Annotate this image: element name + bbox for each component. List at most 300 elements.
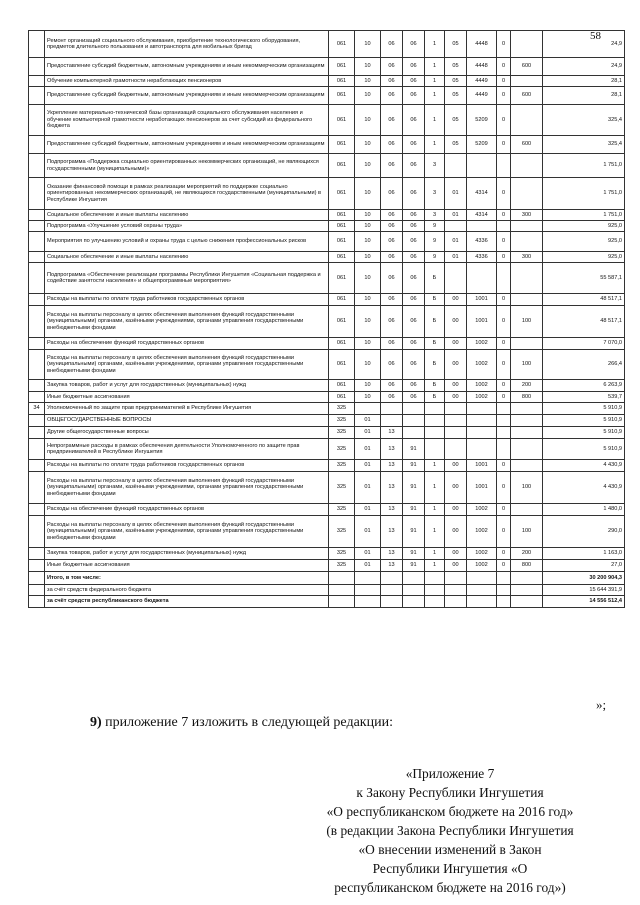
- subsection-code-cell: 06: [381, 210, 403, 221]
- sub-direction-code-cell: 0: [497, 76, 511, 87]
- expense-type-code-cell: [511, 504, 543, 516]
- table-row: [29, 294, 625, 306]
- program-code-cell: [403, 596, 425, 608]
- program-code-cell: 06: [403, 178, 425, 210]
- item-name-cell: за счёт средств республиканского бюджета: [45, 596, 329, 608]
- row-number-cell: 34: [29, 403, 45, 415]
- section-code-cell: 10: [355, 252, 381, 263]
- subsection-code-cell: 06: [381, 350, 403, 380]
- row-number-cell: [29, 472, 45, 504]
- table-row: [29, 105, 625, 136]
- program-code-cell: 06: [403, 136, 425, 154]
- amount-cell: 4 430,9: [543, 460, 625, 472]
- subsection-code-cell: 06: [381, 31, 403, 58]
- table-row: [29, 596, 625, 608]
- sub-direction-code-cell: 0: [497, 105, 511, 136]
- row-number-cell: [29, 105, 45, 136]
- amount-cell: 7 070,0: [543, 338, 625, 350]
- ministry-code-cell: 061: [329, 31, 355, 58]
- measure-code-cell: 05: [445, 31, 467, 58]
- program-code-cell: 06: [403, 31, 425, 58]
- section-code-cell: 10: [355, 350, 381, 380]
- expense-type-code-cell: 800: [511, 560, 543, 572]
- subsection-code-cell: [381, 403, 403, 415]
- program-code-cell: 91: [403, 504, 425, 516]
- sub-direction-code-cell: 0: [497, 338, 511, 350]
- subsection-code-cell: 06: [381, 263, 403, 294]
- section-code-cell: 10: [355, 306, 381, 338]
- expense-type-code-cell: [511, 232, 543, 252]
- row-number-cell: [29, 427, 45, 439]
- ministry-code-cell: 061: [329, 58, 355, 76]
- expense-type-code-cell: [511, 460, 543, 472]
- measure-code-cell: 01: [445, 252, 467, 263]
- table-row: [29, 210, 625, 221]
- direction-code-cell: 1002: [467, 380, 497, 392]
- measure-code-cell: 00: [445, 338, 467, 350]
- amount-cell: 5 910,9: [543, 427, 625, 439]
- direction-code-cell: 4314: [467, 210, 497, 221]
- sub-direction-code-cell: 0: [497, 232, 511, 252]
- ministry-code-cell: 061: [329, 263, 355, 294]
- section-code-cell: 01: [355, 548, 381, 560]
- ministry-code-cell: 061: [329, 210, 355, 221]
- program-code-cell: 06: [403, 105, 425, 136]
- section-code-cell: [355, 403, 381, 415]
- table-row: [29, 350, 625, 380]
- program-code-cell: 06: [403, 306, 425, 338]
- amendment-instruction: [90, 715, 393, 731]
- ministry-code-cell: 325: [329, 472, 355, 504]
- table-row: [29, 31, 625, 58]
- item-name-cell: Подпрограмма «Поддержка социально ориентированных некоммерческих организаций, не являющихся государственными (муниципальными)»: [45, 154, 329, 178]
- section-code-cell: 01: [355, 427, 381, 439]
- subprogram-code-cell: [425, 585, 445, 596]
- expense-type-code-cell: 600: [511, 87, 543, 105]
- amount-cell: 1 163,0: [543, 548, 625, 560]
- measure-code-cell: 01: [445, 178, 467, 210]
- program-code-cell: [403, 427, 425, 439]
- amount-cell: 1 751,0: [543, 154, 625, 178]
- direction-code-cell: [467, 154, 497, 178]
- amount-cell: 5 910,9: [543, 415, 625, 427]
- table-row: [29, 58, 625, 76]
- section-code-cell: 01: [355, 560, 381, 572]
- section-code-cell: 10: [355, 76, 381, 87]
- amount-cell: 24,9: [543, 31, 625, 58]
- amount-cell: 6 263,9: [543, 380, 625, 392]
- table-row: [29, 380, 625, 392]
- direction-code-cell: [467, 415, 497, 427]
- amount-cell: 28,1: [543, 87, 625, 105]
- measure-code-cell: [445, 596, 467, 608]
- appendix-line: к Закону Республики Ингушетия: [356, 785, 544, 800]
- subprogram-code-cell: 9: [425, 221, 445, 232]
- subsection-code-cell: [381, 596, 403, 608]
- subsection-code-cell: 06: [381, 136, 403, 154]
- program-code-cell: [403, 572, 425, 585]
- sub-direction-code-cell: 0: [497, 252, 511, 263]
- sub-direction-code-cell: 0: [497, 472, 511, 504]
- measure-code-cell: 01: [445, 232, 467, 252]
- item-name-cell: Социальное обеспечение и иные выплаты населению: [45, 252, 329, 263]
- direction-code-cell: [467, 403, 497, 415]
- ministry-code-cell: 325: [329, 415, 355, 427]
- subsection-code-cell: [381, 415, 403, 427]
- row-number-cell: [29, 596, 45, 608]
- program-code-cell: 06: [403, 380, 425, 392]
- ministry-code-cell: 061: [329, 252, 355, 263]
- ministry-code-cell: 325: [329, 403, 355, 415]
- sub-direction-code-cell: [497, 439, 511, 460]
- sub-direction-code-cell: 0: [497, 516, 511, 548]
- program-code-cell: 91: [403, 560, 425, 572]
- row-number-cell: [29, 439, 45, 460]
- expense-type-code-cell: [511, 403, 543, 415]
- program-code-cell: 06: [403, 338, 425, 350]
- subsection-code-cell: 13: [381, 460, 403, 472]
- direction-code-cell: 4314: [467, 178, 497, 210]
- program-code-cell: 06: [403, 252, 425, 263]
- subprogram-code-cell: [425, 439, 445, 460]
- item-name-cell: Мероприятия по улучшению условий и охраны труда с целью снижения профессиональных рисков: [45, 232, 329, 252]
- subsection-code-cell: 06: [381, 76, 403, 87]
- section-code-cell: 10: [355, 263, 381, 294]
- item-name-cell: Другие общегосударственные вопросы: [45, 427, 329, 439]
- budget-table: [28, 30, 625, 608]
- subsection-code-cell: 13: [381, 472, 403, 504]
- subprogram-code-cell: 1: [425, 548, 445, 560]
- table-row: [29, 585, 625, 596]
- item-name-cell: Расходы на обеспечение функций государственных органов: [45, 338, 329, 350]
- instruction-text: приложение 7 изложить в следующей редакции:: [101, 715, 393, 730]
- subsection-code-cell: 06: [381, 380, 403, 392]
- sub-direction-code-cell: 0: [497, 178, 511, 210]
- item-name-cell: Предоставление субсидий бюджетным, автономным учреждениям и иным некоммерческим организациям: [45, 136, 329, 154]
- ministry-code-cell: [329, 572, 355, 585]
- expense-type-code-cell: [511, 221, 543, 232]
- subprogram-code-cell: Б: [425, 392, 445, 403]
- direction-code-cell: 5209: [467, 136, 497, 154]
- expense-type-code-cell: 100: [511, 516, 543, 548]
- expense-type-code-cell: [511, 31, 543, 58]
- section-code-cell: 01: [355, 504, 381, 516]
- subsection-code-cell: 13: [381, 560, 403, 572]
- measure-code-cell: 00: [445, 392, 467, 403]
- measure-code-cell: 00: [445, 460, 467, 472]
- subsection-code-cell: 13: [381, 516, 403, 548]
- ministry-code-cell: 061: [329, 392, 355, 403]
- subprogram-code-cell: 9: [425, 252, 445, 263]
- section-code-cell: 10: [355, 154, 381, 178]
- row-number-cell: [29, 76, 45, 87]
- table-row: [29, 427, 625, 439]
- measure-code-cell: 05: [445, 76, 467, 87]
- subprogram-code-cell: 3: [425, 178, 445, 210]
- program-code-cell: 06: [403, 58, 425, 76]
- section-code-cell: [355, 596, 381, 608]
- item-name-cell: Подпрограмма «Обеспечение реализации программы Республики Ингушетия «Социальная поддержка и содействие занятости населения» и общепрограммные мероприятия»: [45, 263, 329, 294]
- amount-cell: 290,0: [543, 516, 625, 548]
- item-name-cell: за счёт средств федерального бюджета: [45, 585, 329, 596]
- item-name-cell: Расходы на выплаты персоналу в целях обеспечения выполнения функций государственными (муниципальными) органами, казёнными учреждениями, органами управления государственными внебюджетными фондами: [45, 472, 329, 504]
- measure-code-cell: [445, 572, 467, 585]
- direction-code-cell: 1001: [467, 460, 497, 472]
- program-code-cell: 06: [403, 221, 425, 232]
- expense-type-code-cell: [511, 585, 543, 596]
- expense-type-code-cell: 200: [511, 380, 543, 392]
- sub-direction-code-cell: 0: [497, 504, 511, 516]
- row-number-cell: [29, 263, 45, 294]
- ministry-code-cell: 061: [329, 380, 355, 392]
- table-row: [29, 460, 625, 472]
- measure-code-cell: [445, 415, 467, 427]
- item-name-cell: Расходы на выплаты по оплате труда работников государственных органов: [45, 294, 329, 306]
- item-name-cell: Закупка товаров, работ и услуг для государственных (муниципальных) нужд: [45, 380, 329, 392]
- ministry-code-cell: 325: [329, 439, 355, 460]
- ministry-code-cell: 325: [329, 516, 355, 548]
- amount-cell: 1 751,0: [543, 210, 625, 221]
- ministry-code-cell: 325: [329, 427, 355, 439]
- section-code-cell: 10: [355, 31, 381, 58]
- expense-type-code-cell: 600: [511, 58, 543, 76]
- item-name-cell: Предоставление субсидий бюджетным, автономным учреждениям и иным некоммерческим организациям: [45, 58, 329, 76]
- section-code-cell: 10: [355, 105, 381, 136]
- expense-type-code-cell: 100: [511, 350, 543, 380]
- budget-table-body: [29, 31, 625, 608]
- subsection-code-cell: 06: [381, 232, 403, 252]
- measure-code-cell: [445, 154, 467, 178]
- measure-code-cell: 00: [445, 350, 467, 380]
- expense-type-code-cell: 800: [511, 392, 543, 403]
- ministry-code-cell: 061: [329, 136, 355, 154]
- row-number-cell: [29, 136, 45, 154]
- sub-direction-code-cell: 0: [497, 294, 511, 306]
- subsection-code-cell: 06: [381, 87, 403, 105]
- row-number-cell: [29, 350, 45, 380]
- amount-cell: 325,4: [543, 136, 625, 154]
- row-number-cell: [29, 380, 45, 392]
- measure-code-cell: 00: [445, 504, 467, 516]
- ministry-code-cell: 061: [329, 178, 355, 210]
- item-name-cell: Ремонт организаций социального обслуживания, приобретение технологического оборудования, предметов длительного пользования и автотранспорта для мобильных бригад: [45, 31, 329, 58]
- measure-code-cell: 05: [445, 87, 467, 105]
- row-number-cell: [29, 516, 45, 548]
- subsection-code-cell: 13: [381, 439, 403, 460]
- expense-type-code-cell: [511, 178, 543, 210]
- subsection-code-cell: 13: [381, 427, 403, 439]
- subprogram-code-cell: Б: [425, 306, 445, 338]
- appendix-line: (в редакции Закона Республики Ингушетия: [326, 823, 574, 838]
- sub-direction-code-cell: [497, 263, 511, 294]
- item-name-cell: ОБЩЕГОСУДАРСТВЕННЫЕ ВОПРОСЫ: [45, 415, 329, 427]
- subprogram-code-cell: 1: [425, 516, 445, 548]
- row-number-cell: [29, 252, 45, 263]
- program-code-cell: 91: [403, 439, 425, 460]
- measure-code-cell: [445, 221, 467, 232]
- row-number-cell: [29, 504, 45, 516]
- section-code-cell: 10: [355, 294, 381, 306]
- subprogram-code-cell: 1: [425, 504, 445, 516]
- appendix-line: «О внесении изменений в Закон: [358, 842, 542, 857]
- subprogram-code-cell: 1: [425, 560, 445, 572]
- direction-code-cell: 5209: [467, 105, 497, 136]
- subsection-code-cell: 06: [381, 306, 403, 338]
- sub-direction-code-cell: 0: [497, 392, 511, 403]
- direction-code-cell: [467, 221, 497, 232]
- row-number-cell: [29, 210, 45, 221]
- ministry-code-cell: 061: [329, 221, 355, 232]
- row-number-cell: [29, 585, 45, 596]
- table-row: [29, 403, 625, 415]
- subprogram-code-cell: 1: [425, 136, 445, 154]
- direction-code-cell: 1001: [467, 294, 497, 306]
- subsection-code-cell: 06: [381, 338, 403, 350]
- table-row: [29, 76, 625, 87]
- subprogram-code-cell: 1: [425, 472, 445, 504]
- expense-type-code-cell: [511, 263, 543, 294]
- amount-cell: 5 910,9: [543, 439, 625, 460]
- table-row: [29, 504, 625, 516]
- amount-cell: 48 517,1: [543, 306, 625, 338]
- program-code-cell: 06: [403, 154, 425, 178]
- program-code-cell: 91: [403, 472, 425, 504]
- subprogram-code-cell: Б: [425, 263, 445, 294]
- direction-code-cell: 1001: [467, 306, 497, 338]
- ministry-code-cell: 061: [329, 87, 355, 105]
- subprogram-code-cell: 1: [425, 105, 445, 136]
- section-code-cell: [355, 572, 381, 585]
- table-row: [29, 252, 625, 263]
- item-name-cell: Расходы на выплаты персоналу в целях обеспечения выполнения функций государственными (муниципальными) органами, казёнными учреждениями, органами управления государственными внебюджетными фондами: [45, 516, 329, 548]
- appendix-line: республиканском бюджете на 2016 год»): [334, 880, 566, 895]
- row-number-cell: [29, 87, 45, 105]
- subprogram-code-cell: 1: [425, 58, 445, 76]
- expense-type-code-cell: [511, 338, 543, 350]
- table-row: [29, 178, 625, 210]
- expense-type-code-cell: 300: [511, 210, 543, 221]
- subprogram-code-cell: Б: [425, 294, 445, 306]
- subprogram-code-cell: [425, 572, 445, 585]
- row-number-cell: [29, 31, 45, 58]
- expense-type-code-cell: [511, 154, 543, 178]
- ministry-code-cell: 061: [329, 76, 355, 87]
- table-row: [29, 472, 625, 504]
- section-code-cell: 10: [355, 221, 381, 232]
- subsection-code-cell: 13: [381, 548, 403, 560]
- direction-code-cell: [467, 439, 497, 460]
- direction-code-cell: 1002: [467, 392, 497, 403]
- direction-code-cell: 4449: [467, 76, 497, 87]
- expense-type-code-cell: [511, 439, 543, 460]
- row-number-cell: [29, 548, 45, 560]
- ministry-code-cell: 325: [329, 548, 355, 560]
- sub-direction-code-cell: 0: [497, 136, 511, 154]
- instruction-number: 9): [90, 715, 102, 730]
- program-code-cell: 06: [403, 232, 425, 252]
- subprogram-code-cell: [425, 427, 445, 439]
- measure-code-cell: 05: [445, 58, 467, 76]
- direction-code-cell: 1002: [467, 338, 497, 350]
- section-code-cell: 10: [355, 210, 381, 221]
- ministry-code-cell: [329, 596, 355, 608]
- ministry-code-cell: 061: [329, 294, 355, 306]
- amount-cell: 15 644 391,9: [543, 585, 625, 596]
- sub-direction-code-cell: 0: [497, 31, 511, 58]
- subprogram-code-cell: 9: [425, 232, 445, 252]
- item-name-cell: Расходы на выплаты по оплате труда работников государственных органов: [45, 460, 329, 472]
- item-name-cell: Предоставление субсидий бюджетным, автономным учреждениям и иным некоммерческим организациям: [45, 87, 329, 105]
- ministry-code-cell: [329, 585, 355, 596]
- amount-cell: 28,1: [543, 76, 625, 87]
- sub-direction-code-cell: 0: [497, 350, 511, 380]
- row-number-cell: [29, 221, 45, 232]
- direction-code-cell: 1002: [467, 560, 497, 572]
- page-number: 58: [590, 30, 601, 42]
- appendix-line: «Приложение 7: [405, 766, 495, 781]
- item-name-cell: Расходы на выплаты персоналу в целях обеспечения выполнения функций государственными (муниципальными) органами, казёнными учреждениями, органами управления государственными внебюджетными фондами: [45, 350, 329, 380]
- subsection-code-cell: 13: [381, 504, 403, 516]
- program-code-cell: 91: [403, 516, 425, 548]
- ministry-code-cell: 325: [329, 560, 355, 572]
- measure-code-cell: [445, 403, 467, 415]
- section-code-cell: 10: [355, 380, 381, 392]
- expense-type-code-cell: 100: [511, 306, 543, 338]
- program-code-cell: [403, 415, 425, 427]
- section-code-cell: [355, 585, 381, 596]
- amount-cell: 1 480,0: [543, 504, 625, 516]
- sub-direction-code-cell: 0: [497, 560, 511, 572]
- item-name-cell: Закупка товаров, работ и услуг для государственных (муниципальных) нужд: [45, 548, 329, 560]
- row-number-cell: [29, 460, 45, 472]
- appendix-heading: [300, 764, 600, 897]
- direction-code-cell: 1001: [467, 472, 497, 504]
- amount-cell: 55 587,1: [543, 263, 625, 294]
- expense-type-code-cell: 100: [511, 472, 543, 504]
- subprogram-code-cell: 3: [425, 210, 445, 221]
- measure-code-cell: 00: [445, 472, 467, 504]
- table-row: [29, 572, 625, 585]
- sub-direction-code-cell: 0: [497, 210, 511, 221]
- amount-cell: 1 751,0: [543, 178, 625, 210]
- section-code-cell: 10: [355, 338, 381, 350]
- table-row: [29, 516, 625, 548]
- direction-code-cell: 4336: [467, 252, 497, 263]
- measure-code-cell: [445, 585, 467, 596]
- amount-cell: 30 200 904,3: [543, 572, 625, 585]
- row-number-cell: [29, 178, 45, 210]
- subprogram-code-cell: [425, 403, 445, 415]
- ministry-code-cell: 061: [329, 338, 355, 350]
- section-code-cell: 10: [355, 87, 381, 105]
- section-code-cell: 01: [355, 472, 381, 504]
- expense-type-code-cell: [511, 415, 543, 427]
- measure-code-cell: 00: [445, 560, 467, 572]
- ministry-code-cell: 061: [329, 306, 355, 338]
- item-name-cell: Подпрограмма «Улучшение условий охраны труда»: [45, 221, 329, 232]
- table-row: [29, 548, 625, 560]
- table-row: [29, 392, 625, 403]
- sub-direction-code-cell: [497, 427, 511, 439]
- item-name-cell: Иные бюджетные ассигнования: [45, 392, 329, 403]
- measure-code-cell: [445, 263, 467, 294]
- sub-direction-code-cell: 0: [497, 460, 511, 472]
- subprogram-code-cell: 1: [425, 76, 445, 87]
- program-code-cell: 06: [403, 350, 425, 380]
- sub-direction-code-cell: [497, 585, 511, 596]
- item-name-cell: Оказание финансовой помощи в рамках реализации мероприятий по поддержке социально ориентированных некоммерческих организаций, не являющихся государственными (муниципальными) в Республике Ингушетия: [45, 178, 329, 210]
- row-number-cell: [29, 306, 45, 338]
